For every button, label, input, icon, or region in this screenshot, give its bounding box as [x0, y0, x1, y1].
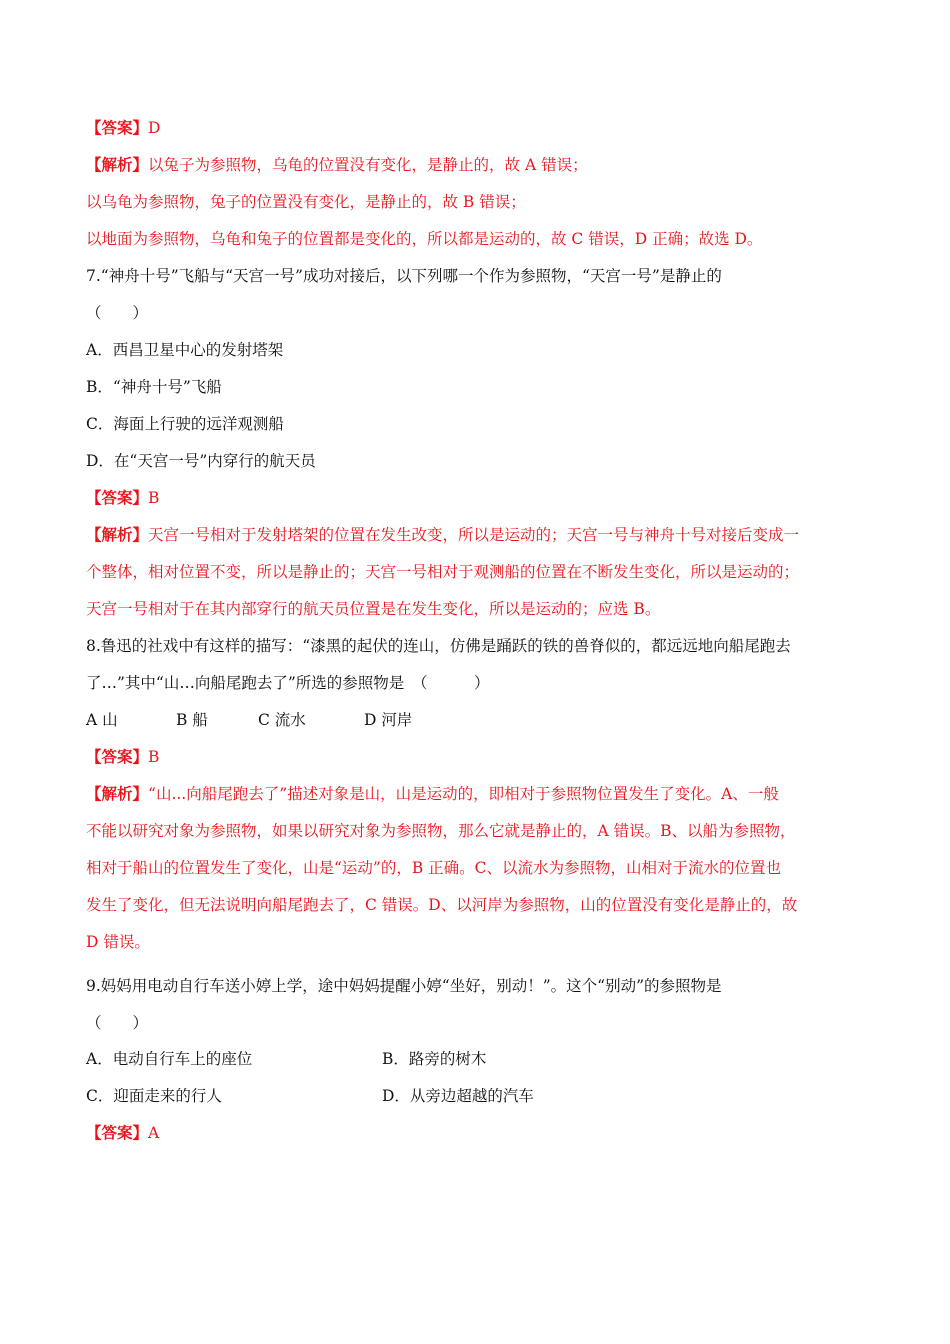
- q7-option-a: A．西昌卫星中心的发射塔架: [86, 341, 284, 359]
- q7-option-b: B．“神舟十号”飞船: [86, 378, 222, 396]
- q8-stem-line-2: 了…”其中“山…向船尾跑去了”所选的参照物是 （ ）: [86, 674, 490, 692]
- q7-stem-line-1: 7.“神舟十号”飞船与“天宫一号”成功对接后，以下列哪一个作为参照物，“天宫一号”是静止的: [86, 267, 722, 285]
- q7-analysis-line-3: 天宫一号相对于在其内部穿行的航天员位置是在发生变化，所以是运动的；应选 B。: [86, 600, 661, 618]
- answer-tag: 【答案】: [86, 118, 149, 137]
- q8-options: [86, 709, 412, 731]
- answer-value: B: [148, 748, 160, 766]
- q6-analysis-line-2: 以乌龟为参照物，兔子的位置没有变化，是静止的，故 B 错误；: [86, 193, 526, 211]
- analysis-text: “山...向船尾跑去了”描述对象是山，山是运动的，即相对于参照物位置发生了变化。A、一般: [148, 785, 779, 803]
- q6-answer: [86, 117, 160, 139]
- q9-stem-line-1: 9.妈妈用电动自行车送小婷上学，途中妈妈提醒小婷“坐好，别动！”。这个“别动”的参照物是: [86, 977, 722, 995]
- answer-value: B: [148, 489, 160, 507]
- answer-value: A: [148, 1124, 160, 1142]
- q7-analysis-line-2: 个整体，相对位置不变，所以是静止的；天宫一号相对于观测船的位置在不断发生变化，所以是运动的；: [86, 563, 800, 581]
- q9-answer: [86, 1122, 159, 1144]
- q9-option-c: C．迎面走来的行人: [86, 1087, 222, 1105]
- q9-options-row-1: [86, 1048, 846, 1070]
- q8-analysis-line-3: 相对于船山的位置发生了变化，山是“运动”的，B 正确。C、以流水为参照物，山相对于流水的位置也: [86, 859, 782, 877]
- q9-stem-line-2: （ ）: [86, 1014, 149, 1032]
- q8-option-d: D 河岸: [364, 711, 413, 729]
- q7-answer: [86, 487, 159, 509]
- q9-option-d: D．从旁边超越的汽车: [382, 1087, 534, 1105]
- q7-stem-line-2: （ ）: [86, 304, 149, 322]
- q7-option-c: C．海面上行驶的远洋观测船: [86, 415, 284, 433]
- q9-option-b: B．路旁的树木: [382, 1050, 487, 1068]
- q8-stem-line-1: 8.鲁迅的社戏中有这样的描写：“漆黑的起伏的连山，仿佛是踊跃的铁的兽脊似的，都远远地向船尾跑去: [86, 637, 791, 655]
- answer-tag: 【答案】: [86, 488, 149, 507]
- answer-tag: 【答案】: [86, 747, 149, 766]
- q8-answer: [86, 746, 159, 768]
- q7-analysis-line-1: [86, 524, 799, 546]
- q6-analysis-line-1: [86, 154, 588, 176]
- answer-tag: 【答案】: [86, 1123, 149, 1142]
- q8-analysis-line-4: 发生了变化，但无法说明向船尾跑去了，C 错误。D、以河岸为参照物，山的位置没有变化是静止的，故: [86, 896, 798, 914]
- analysis-tag: 【解析】: [86, 525, 149, 544]
- q9-option-a: A．电动自行车上的座位: [86, 1050, 253, 1068]
- q9-options-row-2: [86, 1085, 846, 1107]
- q8-analysis-line-2: 不能以研究对象为参照物，如果以研究对象为参照物，那么它就是静止的，A 错误。B、以船为参照物，: [86, 822, 796, 840]
- q8-option-b: B 船: [176, 711, 208, 729]
- analysis-text: 天宫一号相对于发射塔架的位置在发生改变，所以是运动的；天宫一号与神舟十号对接后变成一: [148, 526, 800, 544]
- analysis-text: 以兔子为参照物，乌龟的位置没有变化，是静止的，故 A 错误；: [148, 156, 588, 174]
- q7-option-d: D．在“天宫一号”内穿行的航天员: [86, 452, 316, 470]
- q8-analysis-line-5: D 错误。: [86, 933, 150, 951]
- answer-value: D: [148, 119, 161, 137]
- q8-analysis-line-1: [86, 783, 779, 805]
- analysis-tag: 【解析】: [86, 784, 149, 803]
- q8-option-c: C 流水: [258, 711, 306, 729]
- q8-option-a: A 山: [86, 711, 118, 729]
- q6-analysis-line-3: 以地面为参照物，乌龟和兔子的位置都是变化的，所以都是运动的，故 C 错误，D 正确；故选 D。: [86, 230, 763, 248]
- analysis-tag: 【解析】: [86, 155, 149, 174]
